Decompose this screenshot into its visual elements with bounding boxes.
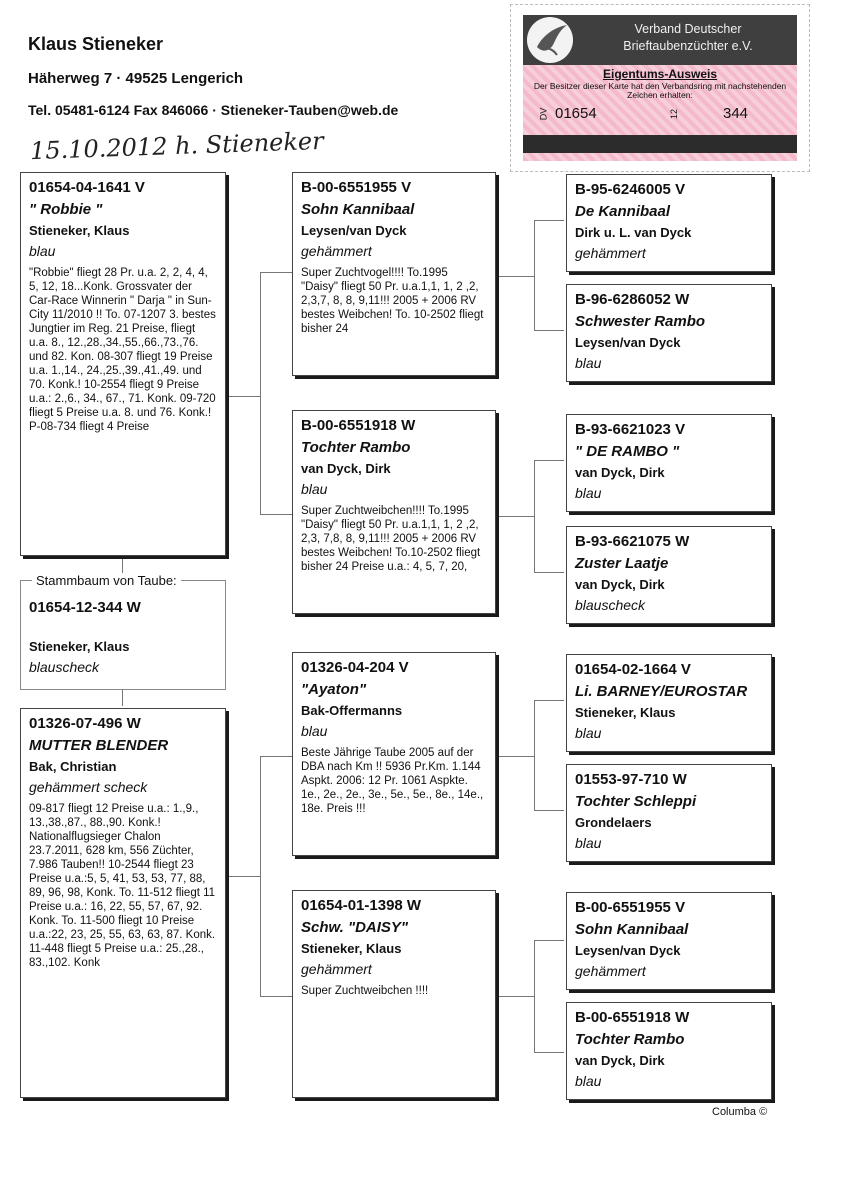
subject-pigeon-card bbox=[20, 580, 226, 690]
connector-line bbox=[534, 460, 564, 461]
owner: van Dyck, Dirk bbox=[575, 577, 665, 592]
pigeon-name: Tochter Rambo bbox=[575, 1031, 685, 1048]
ring-number: 01326-07-496 W bbox=[29, 715, 141, 732]
ring-number: B-00-6551955 V bbox=[301, 179, 412, 196]
connector-line bbox=[260, 272, 261, 514]
color: blauscheck bbox=[29, 659, 100, 675]
color: blau bbox=[575, 485, 602, 501]
connector-line bbox=[260, 272, 292, 273]
owner: Bak-Offermanns bbox=[301, 703, 403, 718]
great-grandparent-card bbox=[566, 764, 772, 862]
ring-number: 01326-04-204 V bbox=[301, 659, 409, 676]
connector-line bbox=[534, 220, 535, 330]
color: blau bbox=[575, 355, 602, 371]
color: gehämmert bbox=[301, 961, 372, 977]
color: blau bbox=[301, 481, 328, 497]
connector-line bbox=[534, 940, 535, 1052]
color: blau bbox=[575, 725, 602, 741]
pigeon-name: MUTTER BLENDER bbox=[29, 737, 169, 754]
connector-line bbox=[534, 940, 564, 941]
connector-line bbox=[496, 276, 534, 277]
pigeon-name: Sohn Kannibaal bbox=[575, 921, 689, 938]
certificate-org-line1: Verband Deutscher bbox=[634, 22, 742, 36]
connector-line bbox=[260, 996, 292, 997]
color: blau bbox=[575, 835, 602, 851]
connector-line bbox=[260, 756, 261, 996]
pigeon-name: " DE RAMBO " bbox=[575, 443, 680, 460]
connector-line bbox=[534, 330, 564, 331]
performance-notes: Super Zuchtvogel!!!! To.1995 "Daisy" fliegt 50 Pr. u.a.1,1, 1, 2 ,2, 2,3,7, 8, 8, 9,11!!! 2005 + 2006 RV bestes Weibchen! To. 10-2502 fliegt bisher 24 bbox=[301, 267, 484, 335]
owner: Leysen/van Dyck bbox=[575, 943, 681, 958]
color: gehämmert scheck bbox=[29, 779, 148, 795]
connector-line bbox=[534, 572, 564, 573]
connector-line bbox=[260, 756, 292, 757]
performance-notes: 09-817 fliegt 12 Preise u.a.: 1.,9., 13.,38.,87., 88.,90. Konk.! Nationalflugsieger Chalon 23.7.2011, 628 km, 556 Züchter, 7.986 Tauben!! 10-2544 fliegt 23 Preise u.a.:5, 5, 41, 53, 53, 77, 88, 89, 96, 98, Konk. To. 11-512 fliegt 11 Preise u.a.: 16, 22, 55, 57, 67, 92. Konk. To. 11-500 fliegt 10 Preise u.a.:22, 23, 25, 55, 63, 63, 87. Konk. 11-448 fliegt 5 Preise u.a.: 25.,28., 83.,102. Konk bbox=[29, 803, 216, 969]
certificate-club-number: 01654 bbox=[555, 105, 597, 122]
connector-line bbox=[496, 756, 534, 757]
pigeon-name: Tochter Rambo bbox=[301, 439, 411, 456]
ring-number: B-00-6551955 V bbox=[575, 899, 686, 916]
certificate-title: Eigentums-Ausweis bbox=[602, 67, 718, 81]
pigeon-name: Zuster Laatje bbox=[575, 555, 669, 572]
connector-line bbox=[260, 514, 292, 515]
connector-line bbox=[226, 396, 260, 397]
ring-number: 01553-97-710 W bbox=[575, 771, 687, 788]
great-grandparent-card bbox=[566, 526, 772, 624]
father-card bbox=[20, 172, 226, 556]
color: gehämmert bbox=[301, 243, 372, 259]
pigeon-name: Schw. "DAISY" bbox=[301, 919, 409, 936]
ring-number: 01654-04-1641 V bbox=[29, 179, 145, 196]
certificate-text: Der Besitzer dieser Karte hat den Verbandsring mit nachstehenden Zeichen erhalten: bbox=[533, 81, 787, 100]
owner: van Dyck, Dirk bbox=[301, 461, 391, 476]
connector-line bbox=[122, 690, 123, 706]
grandparent-card bbox=[292, 652, 496, 856]
connector-line bbox=[496, 996, 534, 997]
owner: Stieneker, Klaus bbox=[301, 941, 402, 956]
owner: Bak, Christian bbox=[29, 759, 117, 774]
owner: Stieneker, Klaus bbox=[29, 223, 130, 238]
owner: Leysen/van Dyck bbox=[575, 335, 681, 350]
footer-copyright: Columba © bbox=[712, 1106, 768, 1118]
great-grandparent-card bbox=[566, 284, 772, 382]
pigeon-name: " Robbie " bbox=[29, 201, 103, 218]
great-grandparent-card bbox=[566, 654, 772, 752]
color: gehämmert bbox=[575, 963, 646, 979]
ring-number: B-93-6621023 V bbox=[575, 421, 686, 438]
breeder-name: Klaus Stieneker bbox=[28, 34, 164, 54]
performance-notes: Beste Jährige Taube 2005 auf der DBA nach Km !! 5936 Pr.Km. 1.144 Aspkt. 2006: 12 Pr. 1061 Aspkte. 1e., 2e., 2e., 3e., 5e., 5e., 8e., 14e., 18e. Preis !!! bbox=[301, 747, 484, 815]
owner: van Dyck, Dirk bbox=[575, 465, 665, 480]
connector-line bbox=[534, 700, 535, 810]
breeder-address: Häherweg 7 · 49525 Lengerich bbox=[28, 70, 244, 87]
performance-notes: Super Zuchtweibchen !!!! bbox=[301, 985, 429, 997]
pigeon-name: "Ayaton" bbox=[301, 681, 367, 698]
great-grandparent-card bbox=[566, 892, 772, 990]
connector-line bbox=[534, 460, 535, 572]
certificate-year: 12 bbox=[669, 108, 680, 120]
connector-line bbox=[534, 810, 564, 811]
owner: Stieneker, Klaus bbox=[29, 639, 130, 654]
certificate-header bbox=[523, 15, 797, 65]
owner: Leysen/van Dyck bbox=[301, 223, 407, 238]
grandparent-card bbox=[292, 172, 496, 376]
pigeon-logo-icon bbox=[527, 17, 573, 63]
ownership-certificate bbox=[510, 4, 810, 172]
connector-line bbox=[534, 700, 564, 701]
ring-number: 01654-01-1398 W bbox=[301, 897, 422, 914]
color: blau bbox=[301, 723, 328, 739]
color: blau bbox=[575, 1073, 602, 1089]
performance-notes: "Robbie" fliegt 28 Pr. u.a. 2, 2, 4, 4, 5, 12, 18...Konk. Grossvater der Car-Race Winnerin " Darja " in Sun-City 11/2010 !! To. 07-1207 3. bestes Jungtier im Reg. 21 Preise, fliegt u.a. 8., 12.,28.,34.,55.,66.,73.,76. und 82. Kon. 08-307 fliegt 19 Preise u.a. 1.,14., 24.,25.,39.,41.,49. und 70. Konk.! 10-2554 fliegt 9 Preise u.a.: 2.,6., 34., 67., 71. Konk. 09-720 fliegt 5 Preise u.a. 8. und 76. Konk.! P-08-734 fliegt 4 Preise bbox=[29, 267, 216, 433]
pigeon-name: Tochter Schleppi bbox=[575, 793, 697, 810]
performance-notes: Super Zuchtweibchen!!!! To.1995 "Daisy" fliegt 50 Pr. u.a.1,1, 1, 2 ,2, 2,3, 7,8, 8, 9,11!!! 2005 + 2006 RV bestes Weibchen! To.10-2502 fliegt bisher 24 Preise u.a.: 4, 5, 7, 20, bbox=[301, 505, 481, 573]
ring-number: 01654-02-1664 V bbox=[575, 661, 691, 678]
owner: Grondelaers bbox=[575, 815, 652, 830]
grandparent-card bbox=[292, 890, 496, 1098]
ring-number: B-93-6621075 W bbox=[575, 533, 690, 550]
owner: Dirk u. L. van Dyck bbox=[575, 225, 692, 240]
breeder-contact: Tel. 05481-6124 Fax 846066 · Stieneker-Tauben@web.de bbox=[28, 102, 399, 118]
ring-number: B-96-6286052 W bbox=[575, 291, 690, 308]
color: blauscheck bbox=[575, 597, 646, 613]
great-grandparent-card bbox=[566, 174, 772, 272]
connector-line bbox=[534, 1052, 564, 1053]
handwritten-date-signature: 15.10.2012 h. Stieneker bbox=[29, 126, 325, 166]
pigeon-name: De Kannibaal bbox=[575, 203, 671, 220]
pigeon-name: Li. BARNEY/EUROSTAR bbox=[575, 683, 748, 700]
certificate-pattern-band bbox=[523, 135, 797, 153]
pedigree-label: Stammbaum von Taube: bbox=[32, 573, 181, 588]
mother-card bbox=[20, 708, 226, 1098]
color: blau bbox=[29, 243, 56, 259]
connector-line bbox=[496, 516, 534, 517]
owner: van Dyck, Dirk bbox=[575, 1053, 665, 1068]
pigeon-name: Schwester Rambo bbox=[575, 313, 706, 330]
ring-number: 01654-12-344 W bbox=[29, 599, 141, 616]
connector-line bbox=[226, 876, 260, 877]
certificate-dv: DV bbox=[538, 107, 549, 121]
pigeon-name: Sohn Kannibaal bbox=[301, 201, 415, 218]
ring-number: B-00-6551918 W bbox=[301, 417, 416, 434]
certificate-org-line2: Brieftaubenzüchter e.V. bbox=[623, 39, 753, 53]
great-grandparent-card bbox=[566, 414, 772, 512]
color: gehämmert bbox=[575, 245, 646, 261]
great-grandparent-card bbox=[566, 1002, 772, 1100]
certificate-ring-number: 344 bbox=[723, 105, 749, 122]
connector-line bbox=[534, 220, 564, 221]
ring-number: B-95-6246005 V bbox=[575, 181, 686, 198]
owner: Stieneker, Klaus bbox=[575, 705, 676, 720]
grandparent-card bbox=[292, 410, 496, 614]
certificate-body bbox=[523, 65, 797, 161]
ring-number: B-00-6551918 W bbox=[575, 1009, 690, 1026]
